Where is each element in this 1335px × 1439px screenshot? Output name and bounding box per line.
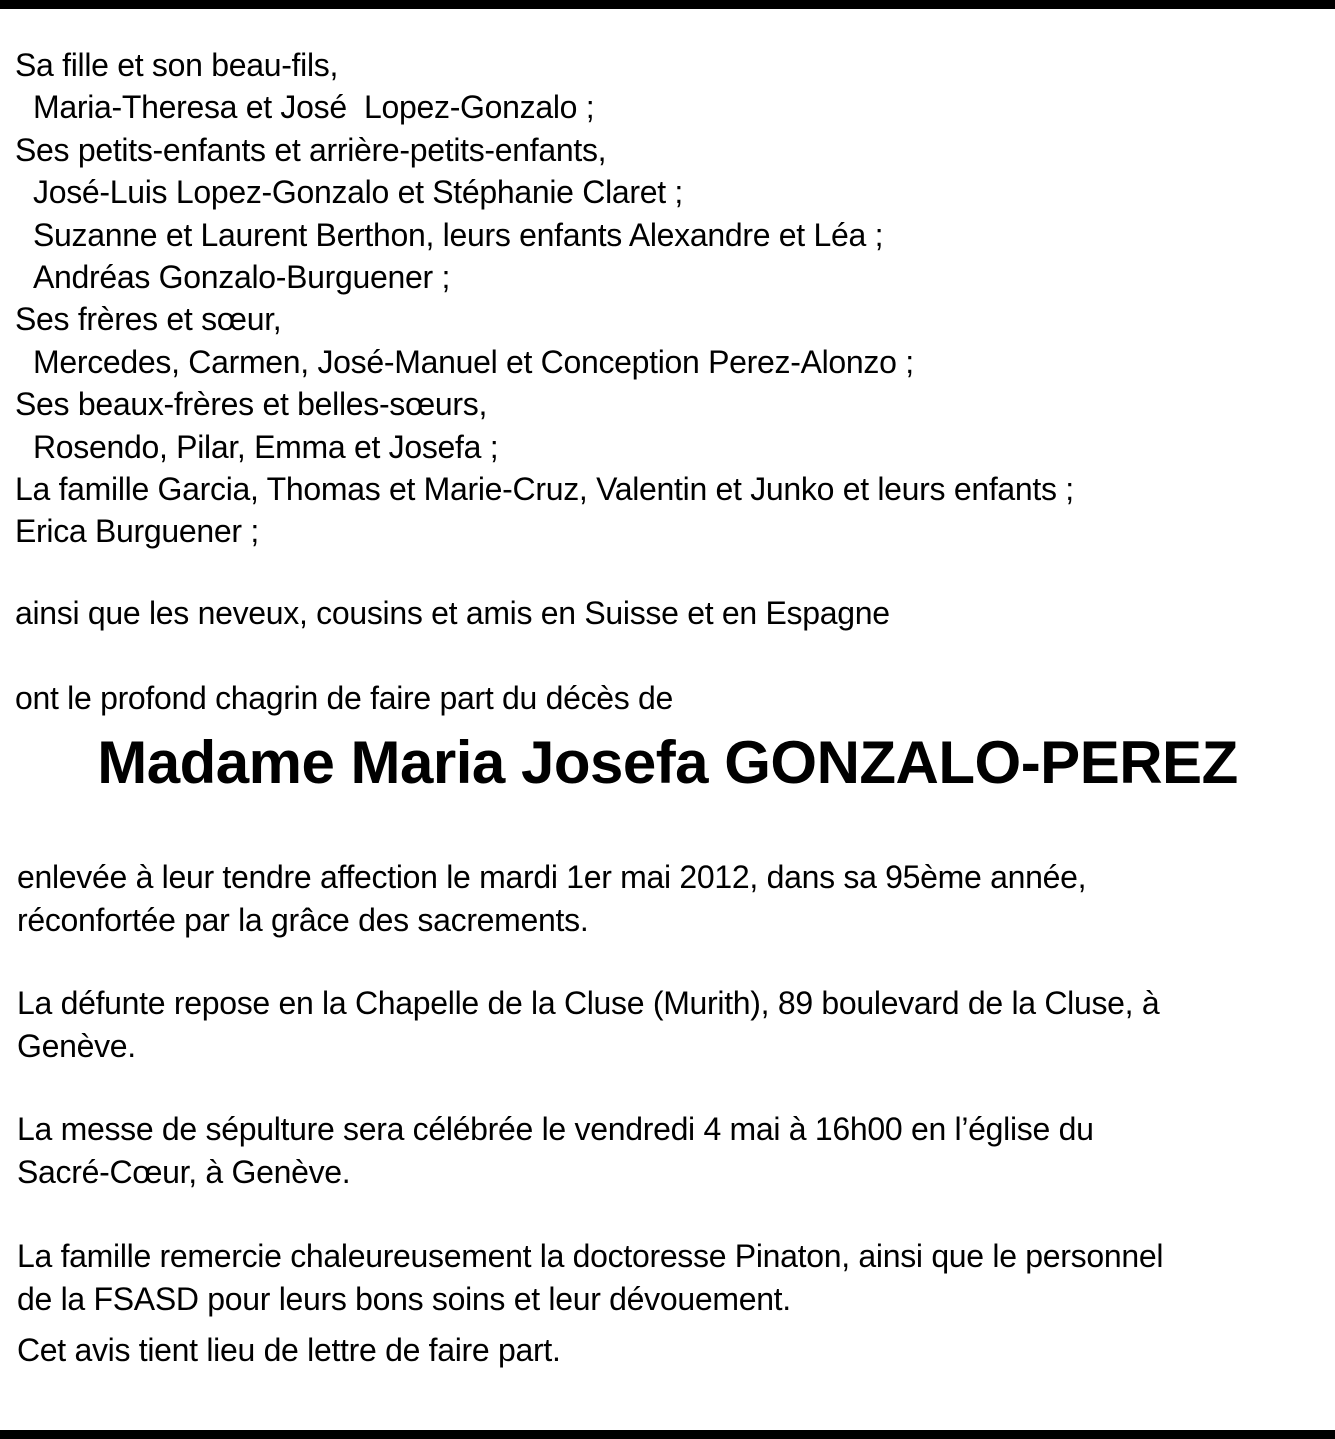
death-paragraph [17,856,1317,942]
family-line: Rosendo, Pilar, Emma et Josefa ; [33,428,499,465]
family-line: Andréas Gonzalo-Burguener ; [33,259,451,296]
top-border-rule [0,0,1335,9]
thanks-line: de la FSASD pour leurs bons soins et leur dévouement. [17,1281,791,1317]
repose-line: Genève. [17,1028,136,1064]
announcement-line: ont le profond chagrin de faire part du décès de [15,680,674,716]
deceased-name: Madame Maria Josefa GONZALO-PEREZ [97,729,1238,796]
family-line: Maria-Theresa et José Lopez-Gonzalo ; [33,89,595,126]
family-line: Suzanne et Laurent Berthon, leurs enfants Alexandre et Léa ; [33,216,884,253]
thanks-line: La famille remercie chaleureusement la doctoresse Pinaton, ainsi que le personnel [17,1238,1164,1274]
family-line: Ses frères et sœur, [15,301,282,338]
family-list [15,44,1315,553]
family-line: La famille Garcia, Thomas et Marie-Cruz, Valentin et Junko et leurs enfants ; [15,471,1074,508]
mass-line: Sacré-Cœur, à Genève. [17,1154,351,1190]
family-line: Mercedes, Carmen, José-Manuel et Conception Perez-Alonzo ; [33,343,914,380]
closing-line: Cet avis tient lieu de lettre de faire part. [17,1332,561,1368]
family-line: Ses petits-enfants et arrière-petits-enfants, [15,131,607,168]
repose-paragraph [17,982,1317,1068]
family-line: Ses beaux-frères et belles-sœurs, [15,386,488,423]
family-line: José-Luis Lopez-Gonzalo et Stéphanie Claret ; [33,174,684,211]
mass-line: La messe de sépulture sera célébrée le vendredi 4 mai à 16h00 en l’église du [17,1111,1094,1147]
death-line: enlevée à leur tendre affection le mardi 1er mai 2012, dans sa 95ème année, [17,859,1087,895]
bottom-border-rule [0,1430,1335,1439]
thanks-paragraph [17,1235,1317,1321]
family-line: Erica Burguener ; [15,513,259,550]
repose-line: La défunte repose en la Chapelle de la Cluse (Murith), 89 boulevard de la Cluse, à [17,985,1160,1021]
family-line: Sa fille et son beau-fils, [15,47,339,83]
death-line: réconfortée par la grâce des sacrements. [17,902,589,938]
mass-paragraph [17,1108,1317,1194]
closing-paragraph [17,1329,1317,1372]
relatives-line: ainsi que les neveux, cousins et amis en Suisse et en Espagne [15,595,890,631]
